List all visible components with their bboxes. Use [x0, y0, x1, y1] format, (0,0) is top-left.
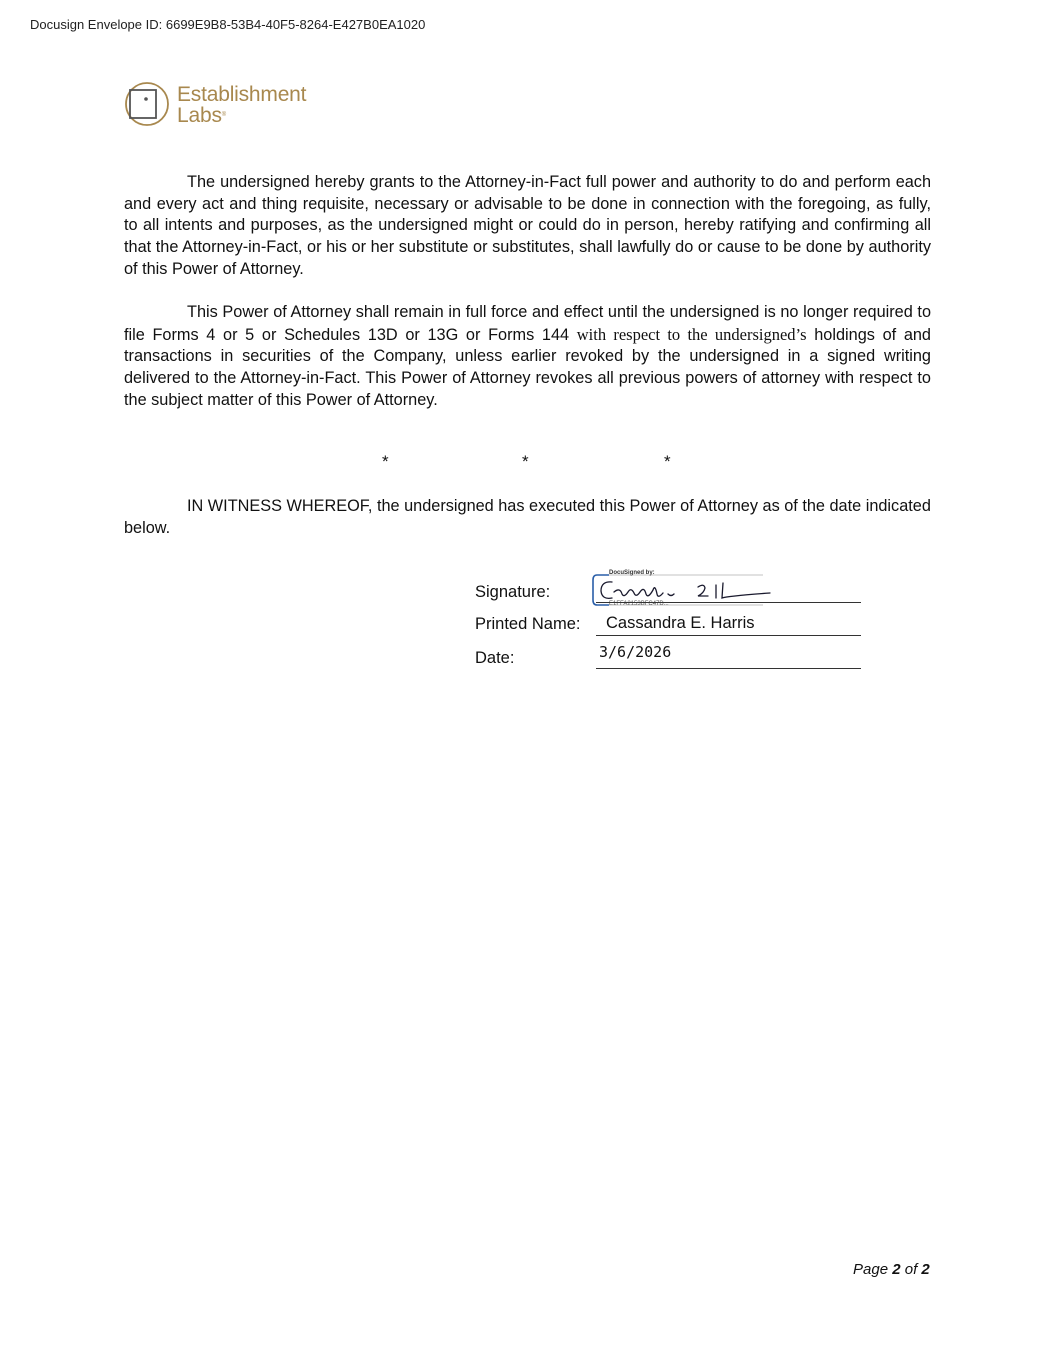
signature-label: Signature:: [475, 583, 551, 601]
separator-star: *: [664, 452, 671, 471]
logo-wordmark: [177, 84, 306, 126]
printed-name-value: Cassandra E. Harris: [606, 614, 755, 632]
docusign-id: E1FFA2153BFC47D...: [609, 601, 669, 607]
separator-star: *: [522, 452, 529, 471]
company-logo: [124, 80, 324, 130]
handwritten-signature: [598, 575, 773, 603]
witness-paragraph: IN WITNESS WHEREOF, the undersigned has executed this Power of Attorney as of the date indicated below.: [124, 497, 931, 537]
date-value: 3/6/2026: [599, 643, 672, 661]
grant-paragraph: The undersigned hereby grants to the Attorney-in-Fact full power and authority to do and perform each and every act and thing requisite, necessary or advisable to be done in connection with the foregoing, as fully, to all intents and purposes, as the undersigned might or could do in person, hereby ratifying and confirming all that the Attorney-in-Fact, or his or her substitute or substitutes, shall lawfully do or cause to be done by authority of this Power of Attorney.: [124, 173, 931, 278]
date-label: Date:: [475, 649, 515, 667]
docusign-header: DocuSigned by:: [609, 570, 655, 576]
signature-line: [596, 602, 861, 603]
printed-name-label: Printed Name:: [475, 615, 581, 633]
printed-name-line: [596, 635, 861, 636]
page-number: Page 2 of 2: [853, 1261, 930, 1278]
separator-star: *: [382, 452, 389, 471]
envelope-id: Docusign Envelope ID: 6699E9B8-53B4-40F5-8264-E427B0EA1020: [30, 17, 426, 32]
logo-line-1: Establishment: [177, 83, 307, 106]
logo-mark-icon: [124, 80, 170, 128]
logo-line-2: Labs®: [177, 104, 226, 127]
duration-paragraph: This Power of Attorney shall remain in full force and effect until the undersigned is no longer required to file Forms 4 or 5 or Schedules 13D or 13G or Forms 144 with respect to the undersigned’s holdings of and transactions in securities of the Company, unless earlier revoked by the undersigned in a signed writing delivered to the Attorney-in-Fact. This Power of Attorney revokes all previous powers of attorney with respect to the subject matter of this Power of Attorney.: [124, 303, 931, 409]
date-line: [596, 668, 861, 669]
